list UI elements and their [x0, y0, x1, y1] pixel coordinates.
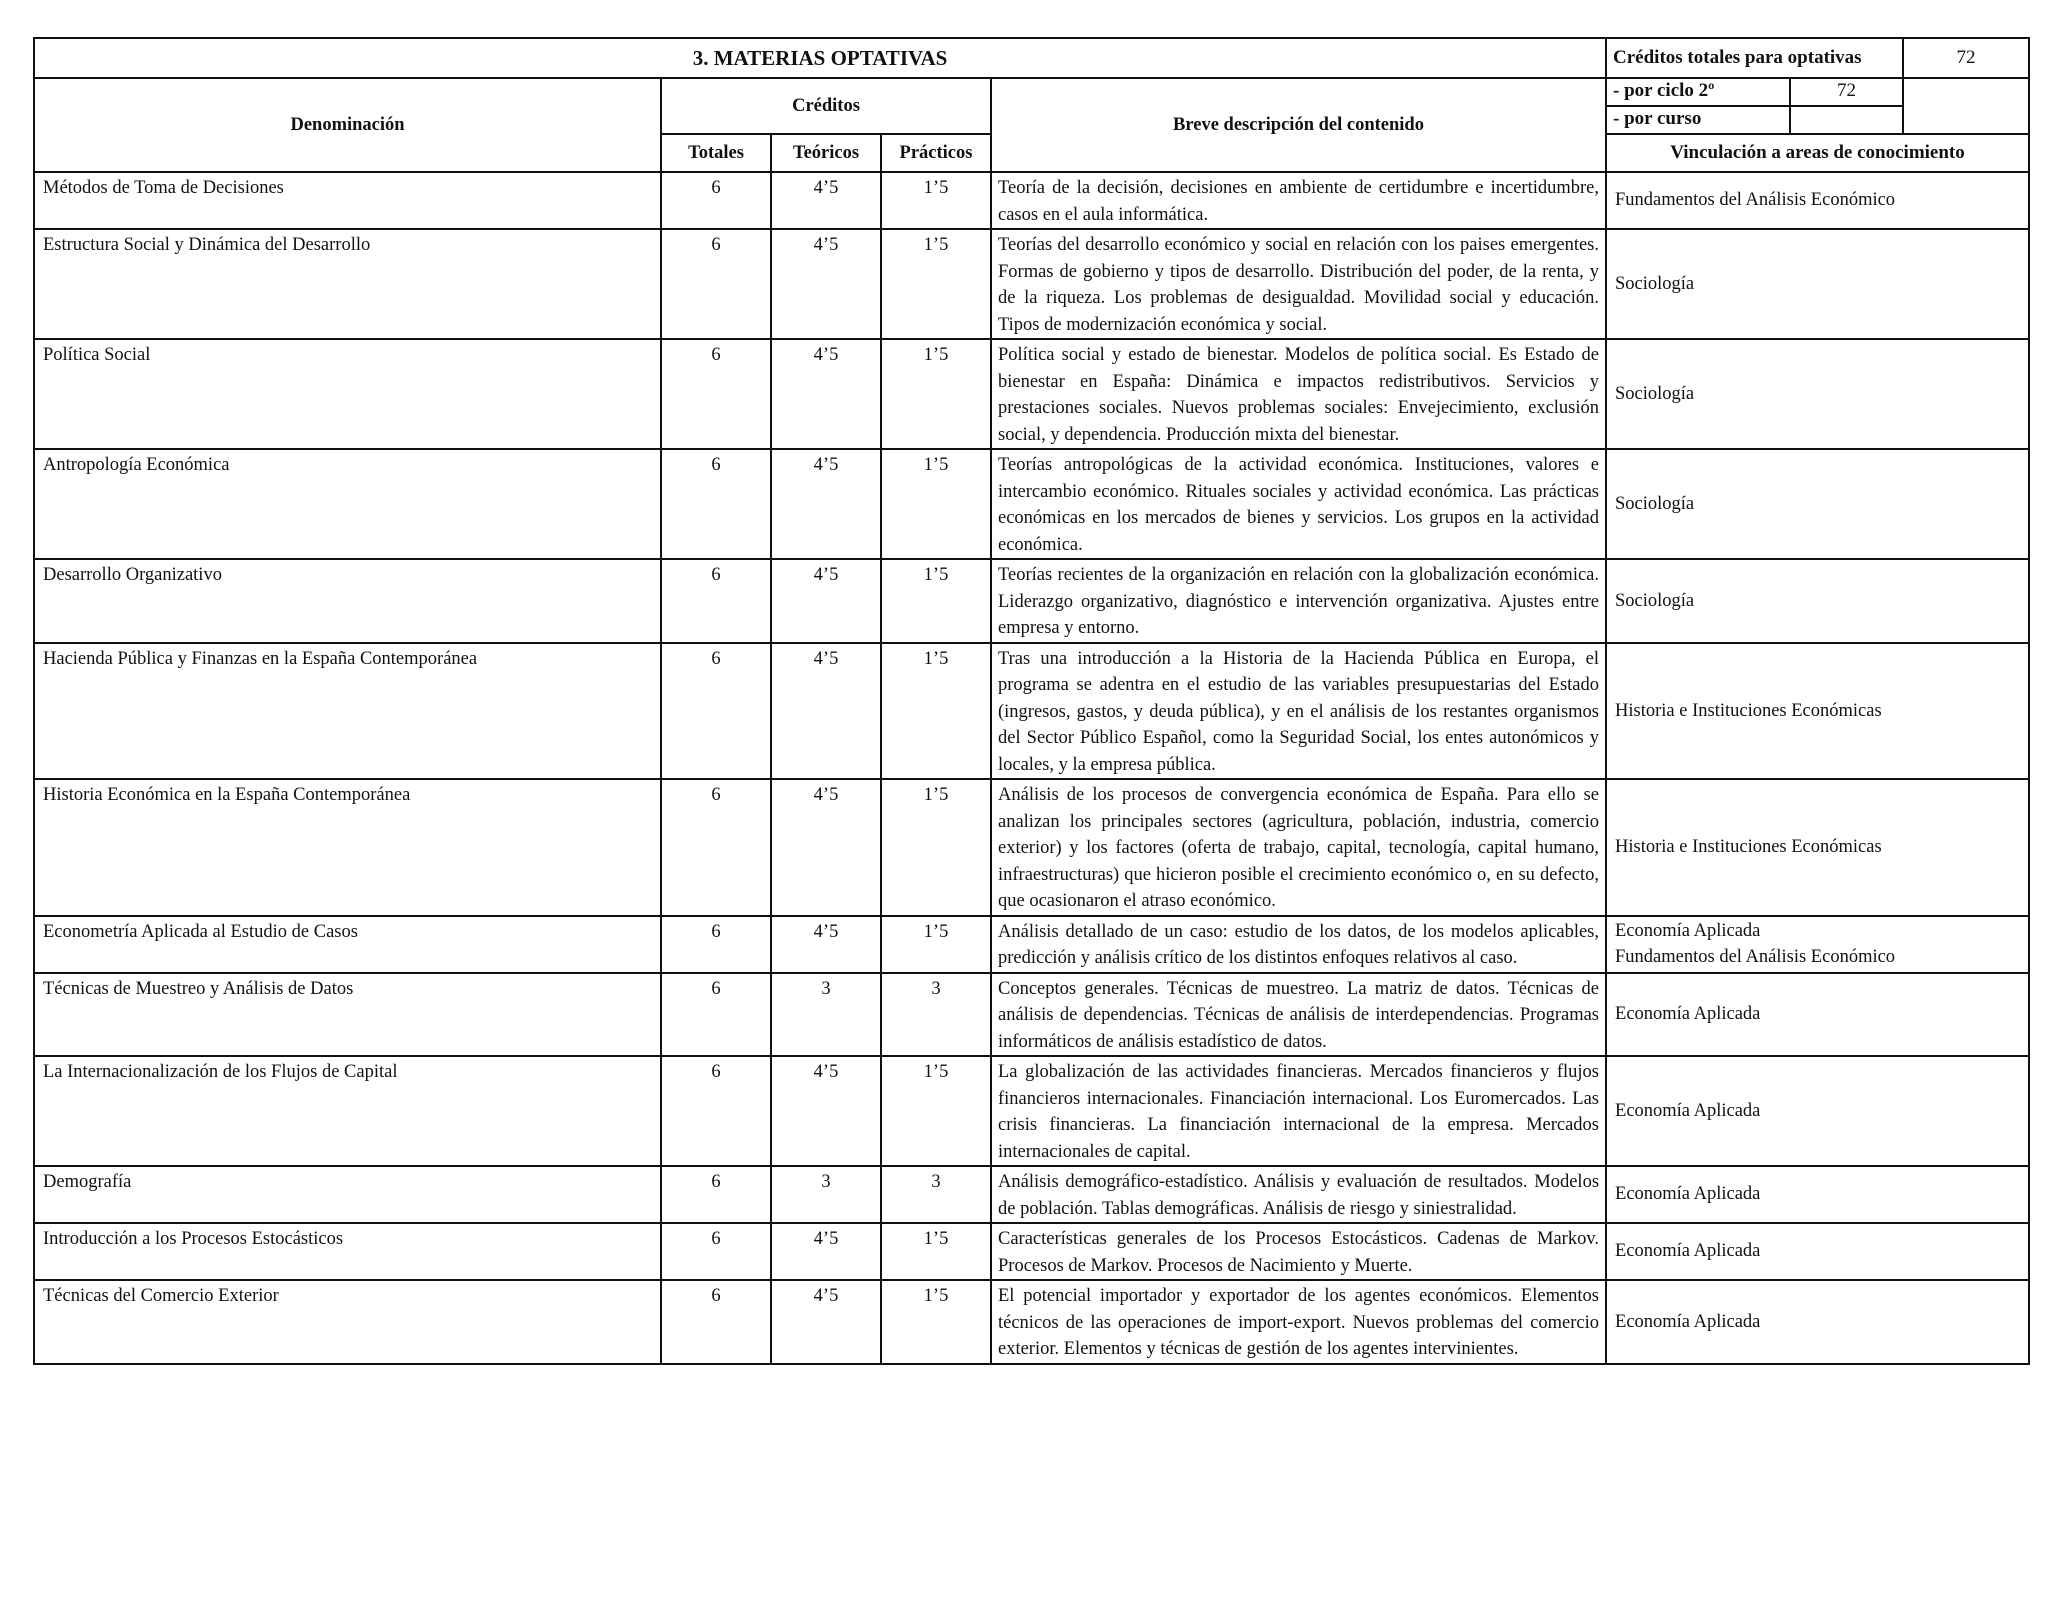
credits-teoricos: 4’5	[771, 229, 881, 339]
credits-totales: 6	[661, 779, 771, 916]
subject-description: Teorías antropológicas de la actividad económica. Instituciones, valores e intercambio económico. Rituales sociales y actividad económica. Las prácticas económicas en los mercados de bienes y servicios. Los grupos en la actividad económica.	[991, 449, 1606, 559]
credits-teoricos: 4’5	[771, 916, 881, 973]
subject-description: Teorías del desarrollo económico y social en relación con los paises emergentes. Formas de gobierno y tipos de desarrollo. Distribución del poder, de la renta, y de la riqueza. Los problemas de desigualdad. Movilidad social y educación. Tipos de modernización económica y social.	[991, 229, 1606, 339]
subject-name: Hacienda Pública y Finanzas en la España Contemporánea	[34, 643, 661, 780]
knowledge-area: Economía Aplicada	[1606, 1166, 2029, 1223]
credits-practicos: 1’5	[881, 172, 991, 229]
table-row	[34, 339, 2029, 449]
table-row	[34, 1056, 2029, 1166]
table-row	[34, 779, 2029, 916]
table-row	[34, 1280, 2029, 1364]
credits-totales: 6	[661, 1056, 771, 1166]
knowledge-area: Sociología	[1606, 229, 2029, 339]
knowledge-area: Historia e Instituciones Económicas	[1606, 779, 2029, 916]
col-creditos: Créditos	[661, 78, 991, 134]
knowledge-area: Historia e Instituciones Económicas	[1606, 643, 2029, 780]
table-row	[34, 973, 2029, 1057]
header-row-1	[34, 78, 2029, 106]
subject-name: La Internacionalización de los Flujos de Capital	[34, 1056, 661, 1166]
title-row	[34, 38, 2029, 78]
credits-teoricos: 4’5	[771, 339, 881, 449]
credits-teoricos: 4’5	[771, 1056, 881, 1166]
subject-description: La globalización de las actividades financieras. Mercados financieros y flujos financieros internacionales. Financiación internacional. Los Euromercados. Las crisis financieras. La financiación internacional de la empresa. Mercados internacionales de capital.	[991, 1056, 1606, 1166]
total-credits-value: 72	[1903, 38, 2029, 78]
table-row	[34, 172, 2029, 229]
credits-practicos: 1’5	[881, 229, 991, 339]
subject-description: Teoría de la decisión, decisiones en ambiente de certidumbre e incertidumbre, casos en el aula informática.	[991, 172, 1606, 229]
credits-totales: 6	[661, 449, 771, 559]
credits-teoricos: 4’5	[771, 643, 881, 780]
credits-teoricos: 4’5	[771, 1223, 881, 1280]
subject-name: Demografía	[34, 1166, 661, 1223]
credits-totales: 6	[661, 1223, 771, 1280]
knowledge-area: Economía Aplicada	[1606, 1280, 2029, 1364]
credits-teoricos: 3	[771, 1166, 881, 1223]
credits-totales: 6	[661, 172, 771, 229]
subject-name: Desarrollo Organizativo	[34, 559, 661, 643]
knowledge-area: Sociología	[1606, 449, 2029, 559]
col-denominacion: Denominación	[34, 78, 661, 172]
cycle2-label: - por ciclo 2º	[1606, 78, 1790, 106]
table-row	[34, 643, 2029, 780]
credits-totales: 6	[661, 339, 771, 449]
col-totales: Totales	[661, 134, 771, 172]
credits-teoricos: 4’5	[771, 172, 881, 229]
credits-practicos: 3	[881, 973, 991, 1057]
table-row	[34, 559, 2029, 643]
credits-practicos: 1’5	[881, 339, 991, 449]
optativas-table	[33, 37, 2030, 1365]
col-practicos: Prácticos	[881, 134, 991, 172]
credits-teoricos: 3	[771, 973, 881, 1057]
credits-practicos: 1’5	[881, 559, 991, 643]
credits-teoricos: 4’5	[771, 1280, 881, 1364]
knowledge-area: Fundamentos del Análisis Económico	[1606, 172, 2029, 229]
credits-teoricos: 4’5	[771, 559, 881, 643]
credits-totales: 6	[661, 643, 771, 780]
col-vinculacion: Vinculación a areas de conocimiento	[1606, 134, 2029, 172]
table-row	[34, 229, 2029, 339]
total-credits-label: Créditos totales para optativas	[1606, 38, 1903, 78]
subject-name: Historia Económica en la España Contemporánea	[34, 779, 661, 916]
subject-name: Técnicas de Muestreo y Análisis de Datos	[34, 973, 661, 1057]
credits-totales: 6	[661, 1166, 771, 1223]
col-teoricos: Teóricos	[771, 134, 881, 172]
subject-description: Tras una introducción a la Historia de la Hacienda Pública en Europa, el programa se adentra en el estudio de las variables presupuestarias del Estado (ingresos, gastos, y deuda pública), y en el análisis de los restantes organismos del Sector Público Español, como la Seguridad Social, los entes autonómicos y locales, y la empresa pública.	[991, 643, 1606, 780]
credits-practicos: 1’5	[881, 449, 991, 559]
subject-description: Análisis demográfico-estadístico. Análisis y evaluación de resultados. Modelos de población. Tablas demográficas. Análisis de riesgo y siniestralidad.	[991, 1166, 1606, 1223]
table-row	[34, 449, 2029, 559]
credits-practicos: 1’5	[881, 1056, 991, 1166]
col-descripcion: Breve descripción del contenido	[991, 78, 1606, 172]
subject-description: Conceptos generales. Técnicas de muestreo. La matriz de datos. Técnicas de análisis de dependencias. Técnicas de análisis de interdependencias. Programas informáticos de análisis estadístico de datos.	[991, 973, 1606, 1057]
credits-practicos: 3	[881, 1166, 991, 1223]
subject-description: El potencial importador y exportador de los agentes económicos. Elementos técnicos de las operaciones de import-export. Nuevos problemas del comercio exterior. Elementos y técnicas de gestión de los agentes intervinientes.	[991, 1280, 1606, 1364]
credits-totales: 6	[661, 973, 771, 1057]
subject-name: Econometría Aplicada al Estudio de Casos	[34, 916, 661, 973]
credits-practicos: 1’5	[881, 1223, 991, 1280]
subject-description: Teorías recientes de la organización en relación con la globalización económica. Liderazgo organizativo, diagnóstico e intervención organizativa. Ajustes entre empresa y entorno.	[991, 559, 1606, 643]
credits-teoricos: 4’5	[771, 449, 881, 559]
course-value	[1790, 106, 1903, 134]
section-title: 3. MATERIAS OPTATIVAS	[34, 38, 1606, 78]
subject-name: Introducción a los Procesos Estocásticos	[34, 1223, 661, 1280]
credits-practicos: 1’5	[881, 643, 991, 780]
knowledge-area: Economía Aplicada	[1606, 1223, 2029, 1280]
knowledge-area: Economía Aplicada	[1606, 1056, 2029, 1166]
credits-practicos: 1’5	[881, 779, 991, 916]
course-label: - por curso	[1606, 106, 1790, 134]
cycle2-value: 72	[1790, 78, 1903, 106]
credits-totales: 6	[661, 1280, 771, 1364]
subject-name: Métodos de Toma de Decisiones	[34, 172, 661, 229]
credits-totales: 6	[661, 559, 771, 643]
knowledge-area: Economía Aplicada	[1606, 973, 2029, 1057]
cycle-blank-cell	[1903, 78, 2029, 134]
subject-description: Análisis detallado de un caso: estudio de los datos, de los modelos aplicables, predicción y análisis crítico de los distintos enfoques relativos al caso.	[991, 916, 1606, 973]
credits-totales: 6	[661, 916, 771, 973]
table-row	[34, 1223, 2029, 1280]
credits-totales: 6	[661, 229, 771, 339]
credits-practicos: 1’5	[881, 1280, 991, 1364]
knowledge-area: Economía Aplicada Fundamentos del Análisis Económico	[1606, 916, 2029, 973]
credits-teoricos: 4’5	[771, 779, 881, 916]
table-row	[34, 916, 2029, 973]
subject-name: Estructura Social y Dinámica del Desarrollo	[34, 229, 661, 339]
subject-description: Análisis de los procesos de convergencia económica de España. Para ello se analizan los principales sectores (agricultura, población, industria, comercio exterior) y los factores (oferta de trabajo, capital, tecnología, capital humano, infraestructuras) que hicieron posible el crecimiento económico o, en su defecto, que ocasionaron el atraso económico.	[991, 779, 1606, 916]
knowledge-area: Sociología	[1606, 339, 2029, 449]
subject-description: Política social y estado de bienestar. Modelos de política social. Es Estado de bienestar en España: Dinámica e impactos redistributivos. Servicios y prestaciones sociales. Nuevos problemas sociales: Envejecimiento, exclusión social, y dependencia. Producción mixta del bienestar.	[991, 339, 1606, 449]
document-page	[33, 37, 2028, 1365]
subject-name: Política Social	[34, 339, 661, 449]
subject-name: Antropología Económica	[34, 449, 661, 559]
credits-practicos: 1’5	[881, 916, 991, 973]
knowledge-area: Sociología	[1606, 559, 2029, 643]
table-row	[34, 1166, 2029, 1223]
subject-description: Características generales de los Procesos Estocásticos. Cadenas de Markov. Procesos de Markov. Procesos de Nacimiento y Muerte.	[991, 1223, 1606, 1280]
subject-name: Técnicas del Comercio Exterior	[34, 1280, 661, 1364]
